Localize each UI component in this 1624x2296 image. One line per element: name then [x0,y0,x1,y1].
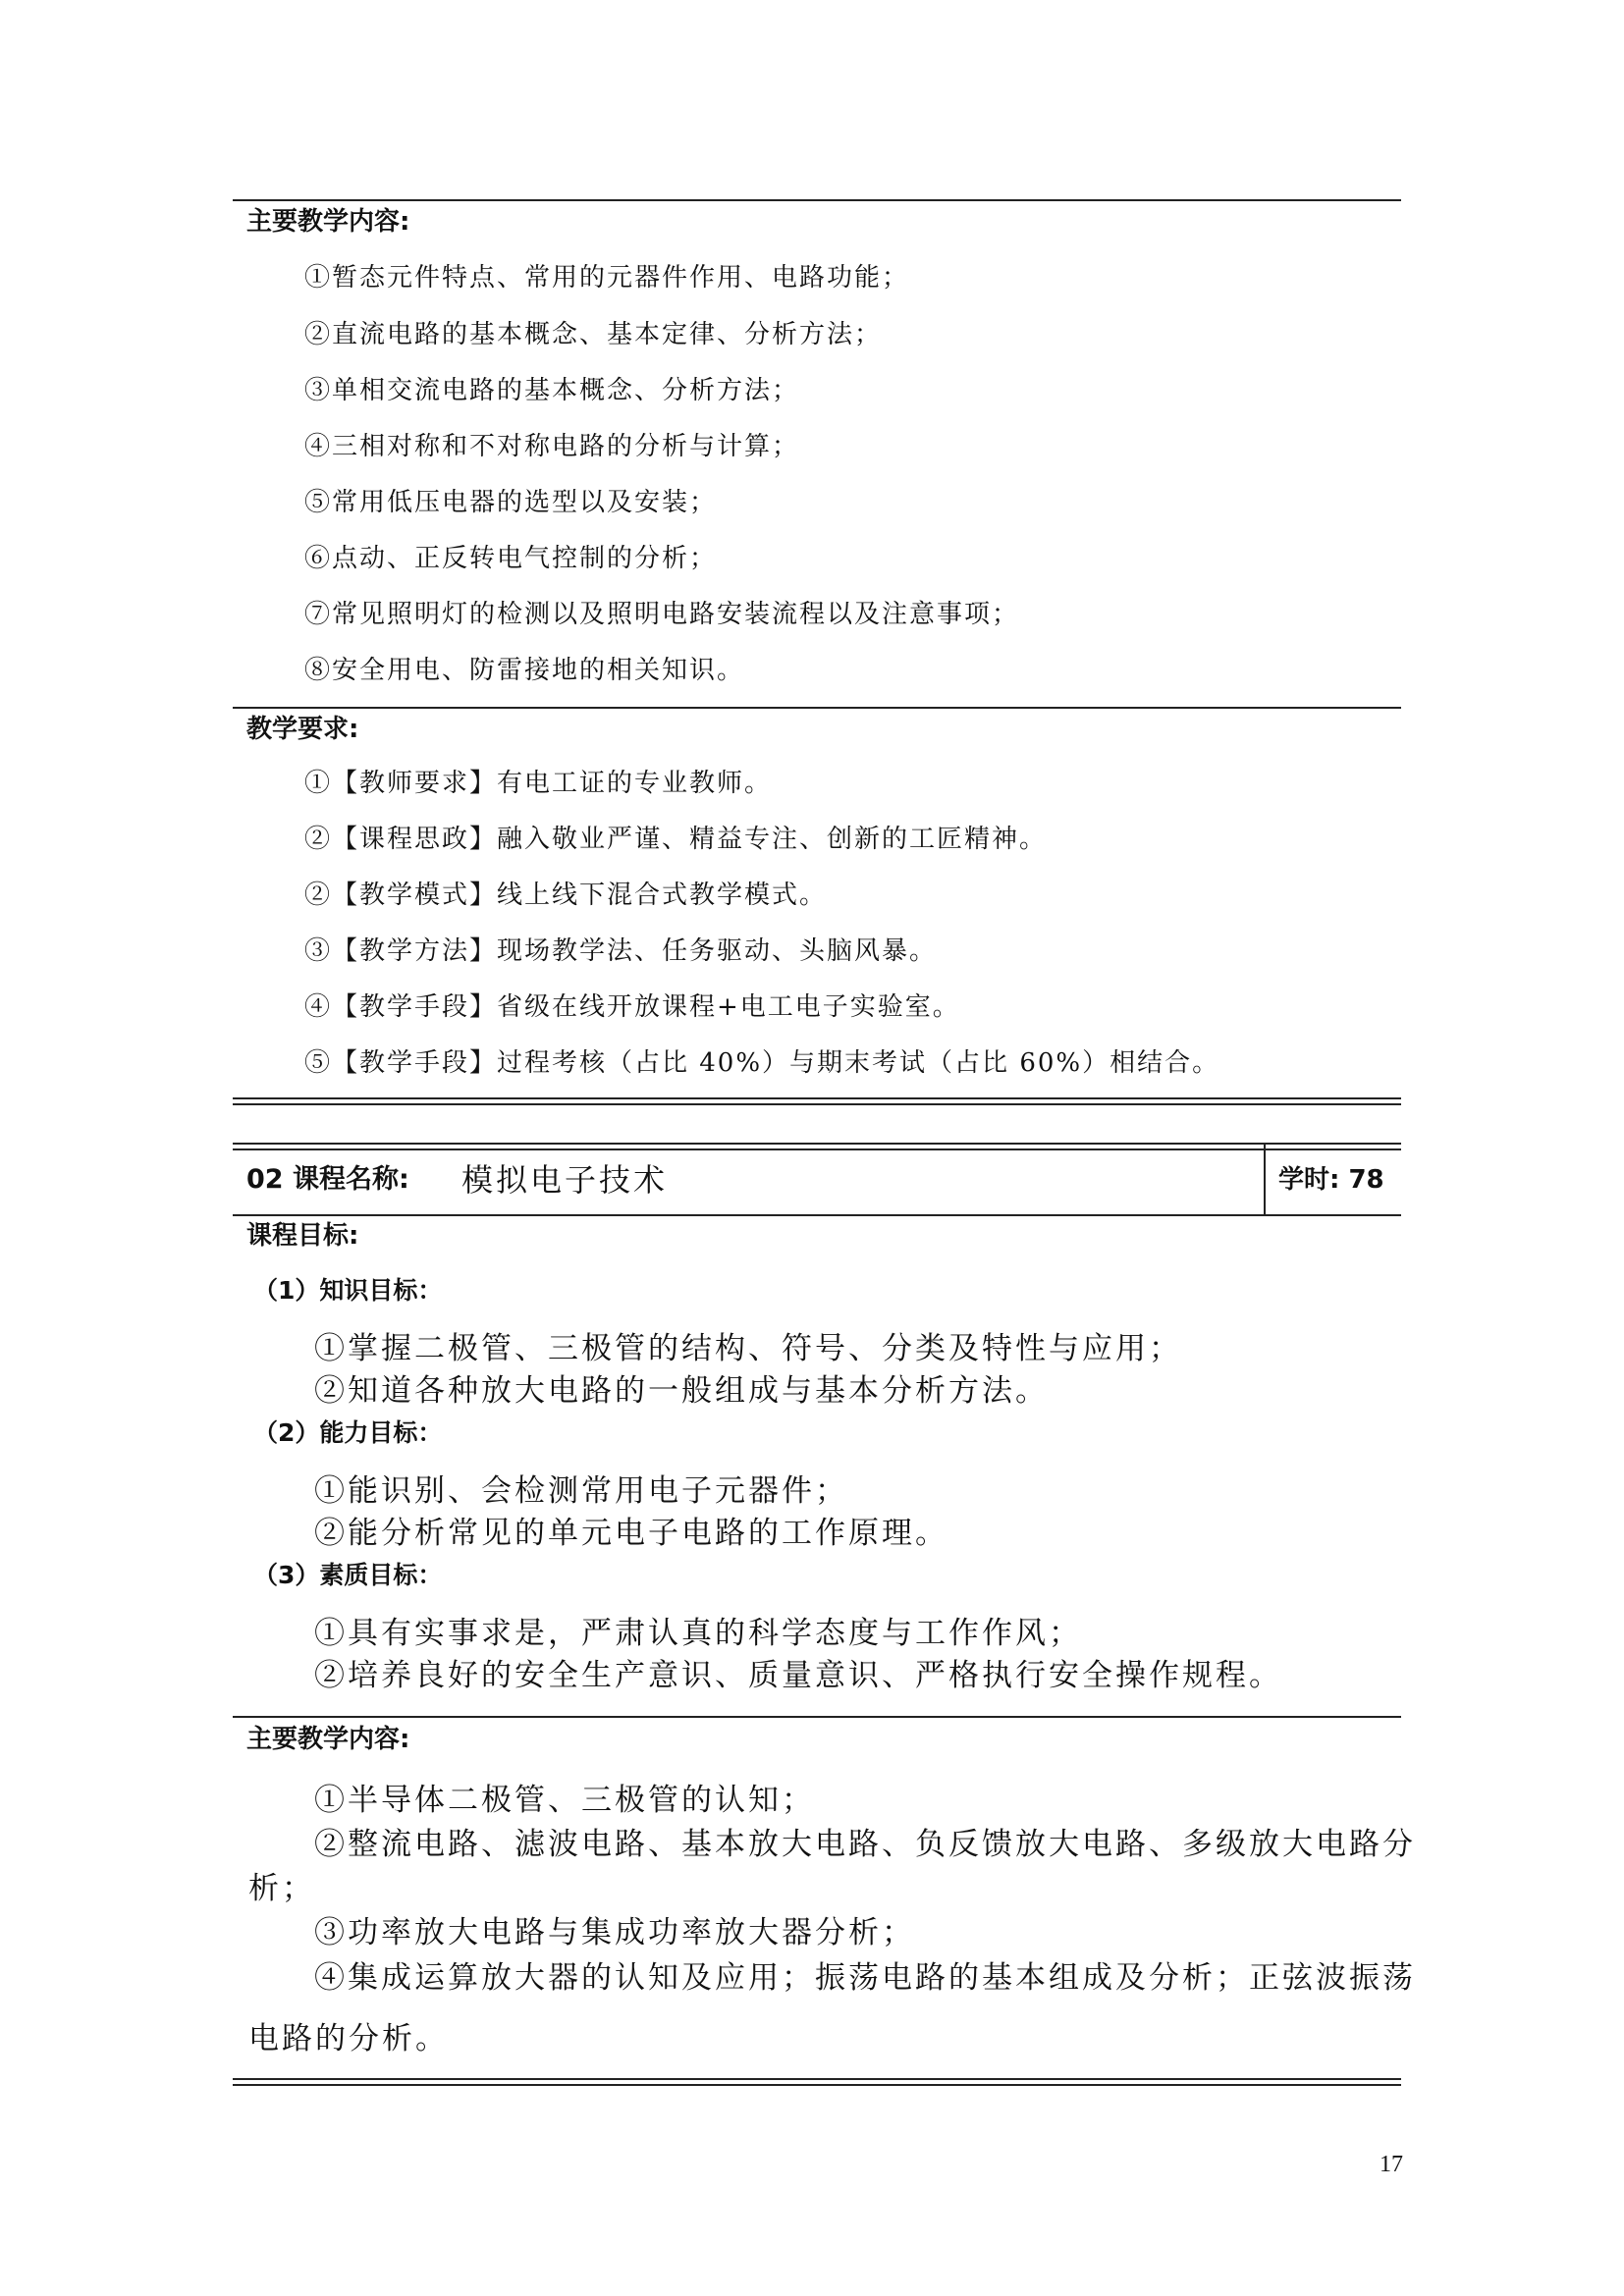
block-end-rule [233,1097,1401,1099]
ability-item: ①能识别、会检测常用电子元器件； [314,1473,848,1509]
content-item: ③单相交流电路的基本概念、分析方法； [304,376,800,405]
top-rule [233,199,1401,201]
content-line: ②整流电路、滤波电路、基本放大电路、负反馈放大电路、多级放大电路分 [314,1827,1416,1862]
content-item: ①暂态元件特点、常用的元器件作用、电路功能； [304,263,910,293]
header-divider [1264,1145,1266,1214]
quality-item: ②培养良好的安全生产意识、质量意识、严格执行安全操作规程。 [314,1658,1282,1693]
course-top-rule [233,1148,1401,1150]
requirement-item: ③【教学方法】现场教学法、任务驱动、头脑风暴。 [304,936,938,966]
objectives-header: 课程目标: [246,1221,359,1251]
knowledge-item: ①掌握二极管、三极管的结构、符号、分类及特性与应用； [314,1331,1182,1366]
section-rule [233,707,1401,709]
block-end-rule [233,2084,1401,2086]
requirement-item: ②【教学模式】线上线下混合式教学模式。 [304,881,828,910]
quality-item: ①具有实事求是，严肃认真的科学态度与工作作风； [314,1616,1082,1651]
course-hours: 学时: 78 [1278,1165,1384,1195]
course-header-rule [233,1214,1401,1216]
content-line: 电路的分析。 [248,2021,449,2056]
knowledge-item: ②知道各种放大电路的一般组成与基本分析方法。 [314,1373,1049,1409]
content-item: ⑦常见照明灯的检测以及照明电路安装流程以及注意事项； [304,600,1020,629]
ability-header: （2）能力目标： [253,1418,443,1447]
quality-header: （3）素质目标： [253,1561,443,1589]
content-header: 主要教学内容: [246,1725,410,1754]
course-name-label: 02 课程名称: [246,1164,409,1195]
content-item: ④三相对称和不对称电路的分析与计算； [304,432,800,461]
block-end-rule [233,2078,1401,2080]
requirement-item: ④【教学手段】省级在线开放课程+电工电子实验室。 [304,992,960,1022]
content-item: ⑥点动、正反转电气控制的分析； [304,544,718,573]
page-number: 17 [1380,2152,1403,2177]
content-line: ①半导体二极管、三极管的认知； [314,1783,815,1818]
content-item: ⑧安全用电、防雷接地的相关知识。 [304,656,745,685]
content-item: ⑤常用低压电器的选型以及安装； [304,488,718,517]
content-line: 析； [248,1871,315,1906]
content-line: ④集成运算放大器的认知及应用；振荡电路的基本组成及分析；正弦波振荡 [314,1960,1416,1996]
content-item: ②直流电路的基本概念、基本定律、分析方法； [304,320,883,349]
requirements-header: 教学要求: [246,715,359,744]
course-title: 模拟电子技术 [461,1161,669,1199]
ability-item: ②能分析常见的单元电子电路的工作原理。 [314,1516,948,1551]
block-end-rule [233,1103,1401,1105]
requirement-item: ⑤【教学手段】过程考核（占比 40%）与期末考试（占比 60%）相结合。 [304,1048,1220,1078]
requirement-item: ①【教师要求】有电工证的专业教师。 [304,769,773,798]
content-header: 主要教学内容: [246,207,410,237]
course-top-rule [233,1143,1401,1145]
knowledge-header: （1）知识目标： [253,1276,443,1305]
content-line: ③功率放大电路与集成功率放大器分析； [314,1915,915,1950]
requirement-item: ②【课程思政】融入敬业严谨、精益专注、创新的工匠精神。 [304,825,1048,854]
section-rule [233,1716,1401,1718]
